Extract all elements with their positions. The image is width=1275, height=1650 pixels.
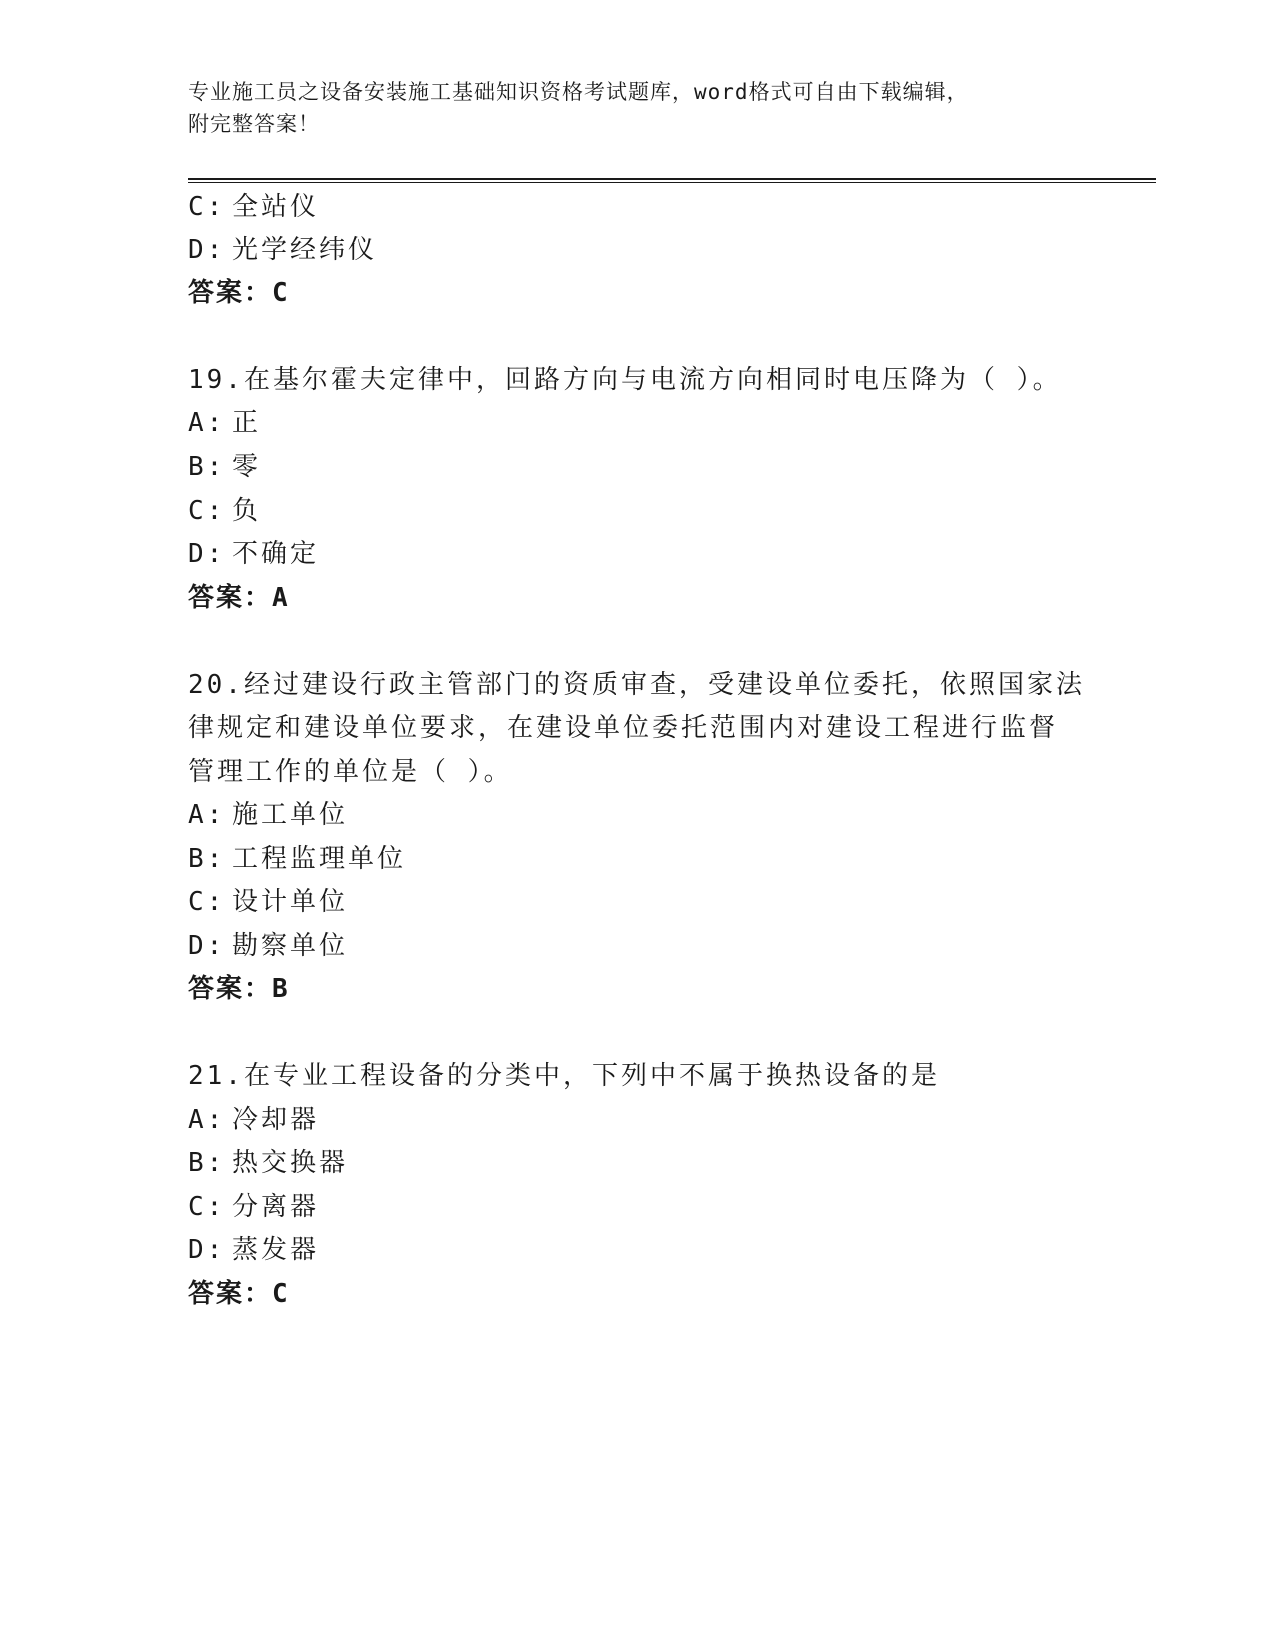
option-c: C: 设计单位	[188, 887, 349, 917]
question-19-text: 19.在基尔霍夫定律中，回路方向与电流方向相同时电压降为（ ）。	[188, 365, 1062, 395]
answer-line: 答案：A	[188, 583, 290, 613]
answer-line: 答案：C	[188, 1279, 290, 1309]
option-a: A: 冷却器	[188, 1105, 320, 1135]
option-d: D: 不确定	[188, 539, 320, 569]
document-header	[188, 76, 1088, 140]
header-line-1: 专业施工员之设备安装施工基础知识资格考试题库，word格式可自由下载编辑，	[188, 80, 969, 104]
answer-line: 答案：B	[188, 974, 290, 1004]
option-b: B: 零	[188, 452, 262, 482]
header-divider	[188, 178, 1156, 183]
option-a: A: 施工单位	[188, 800, 349, 830]
option-c: C: 负	[188, 496, 262, 526]
option-b: B: 工程监理单位	[188, 844, 407, 874]
option-d: D: 光学经纬仪	[188, 235, 378, 265]
option-d: D: 勘察单位	[188, 931, 349, 961]
option-b: B: 热交换器	[188, 1148, 349, 1178]
option-c: C: 分离器	[188, 1192, 320, 1222]
answer-line: 答案：C	[188, 278, 290, 308]
option-d: D: 蒸发器	[188, 1235, 320, 1265]
question-20-text-line-1: 20.经过建设行政主管部门的资质审查，受建设单位委托，依照国家法	[188, 670, 1085, 700]
question-20-text-line-2: 律规定和建设单位要求，在建设单位委托范围内对建设工程进行监督	[188, 713, 1059, 743]
question-21-text: 21.在专业工程设备的分类中，下列中不属于换热设备的是	[188, 1061, 940, 1091]
question-20-text-line-3: 管理工作的单位是（ ）。	[188, 757, 513, 787]
header-line-2: 附完整答案！	[188, 112, 320, 136]
option-a: A: 正	[188, 408, 262, 438]
option-c: C: 全站仪	[188, 192, 320, 222]
